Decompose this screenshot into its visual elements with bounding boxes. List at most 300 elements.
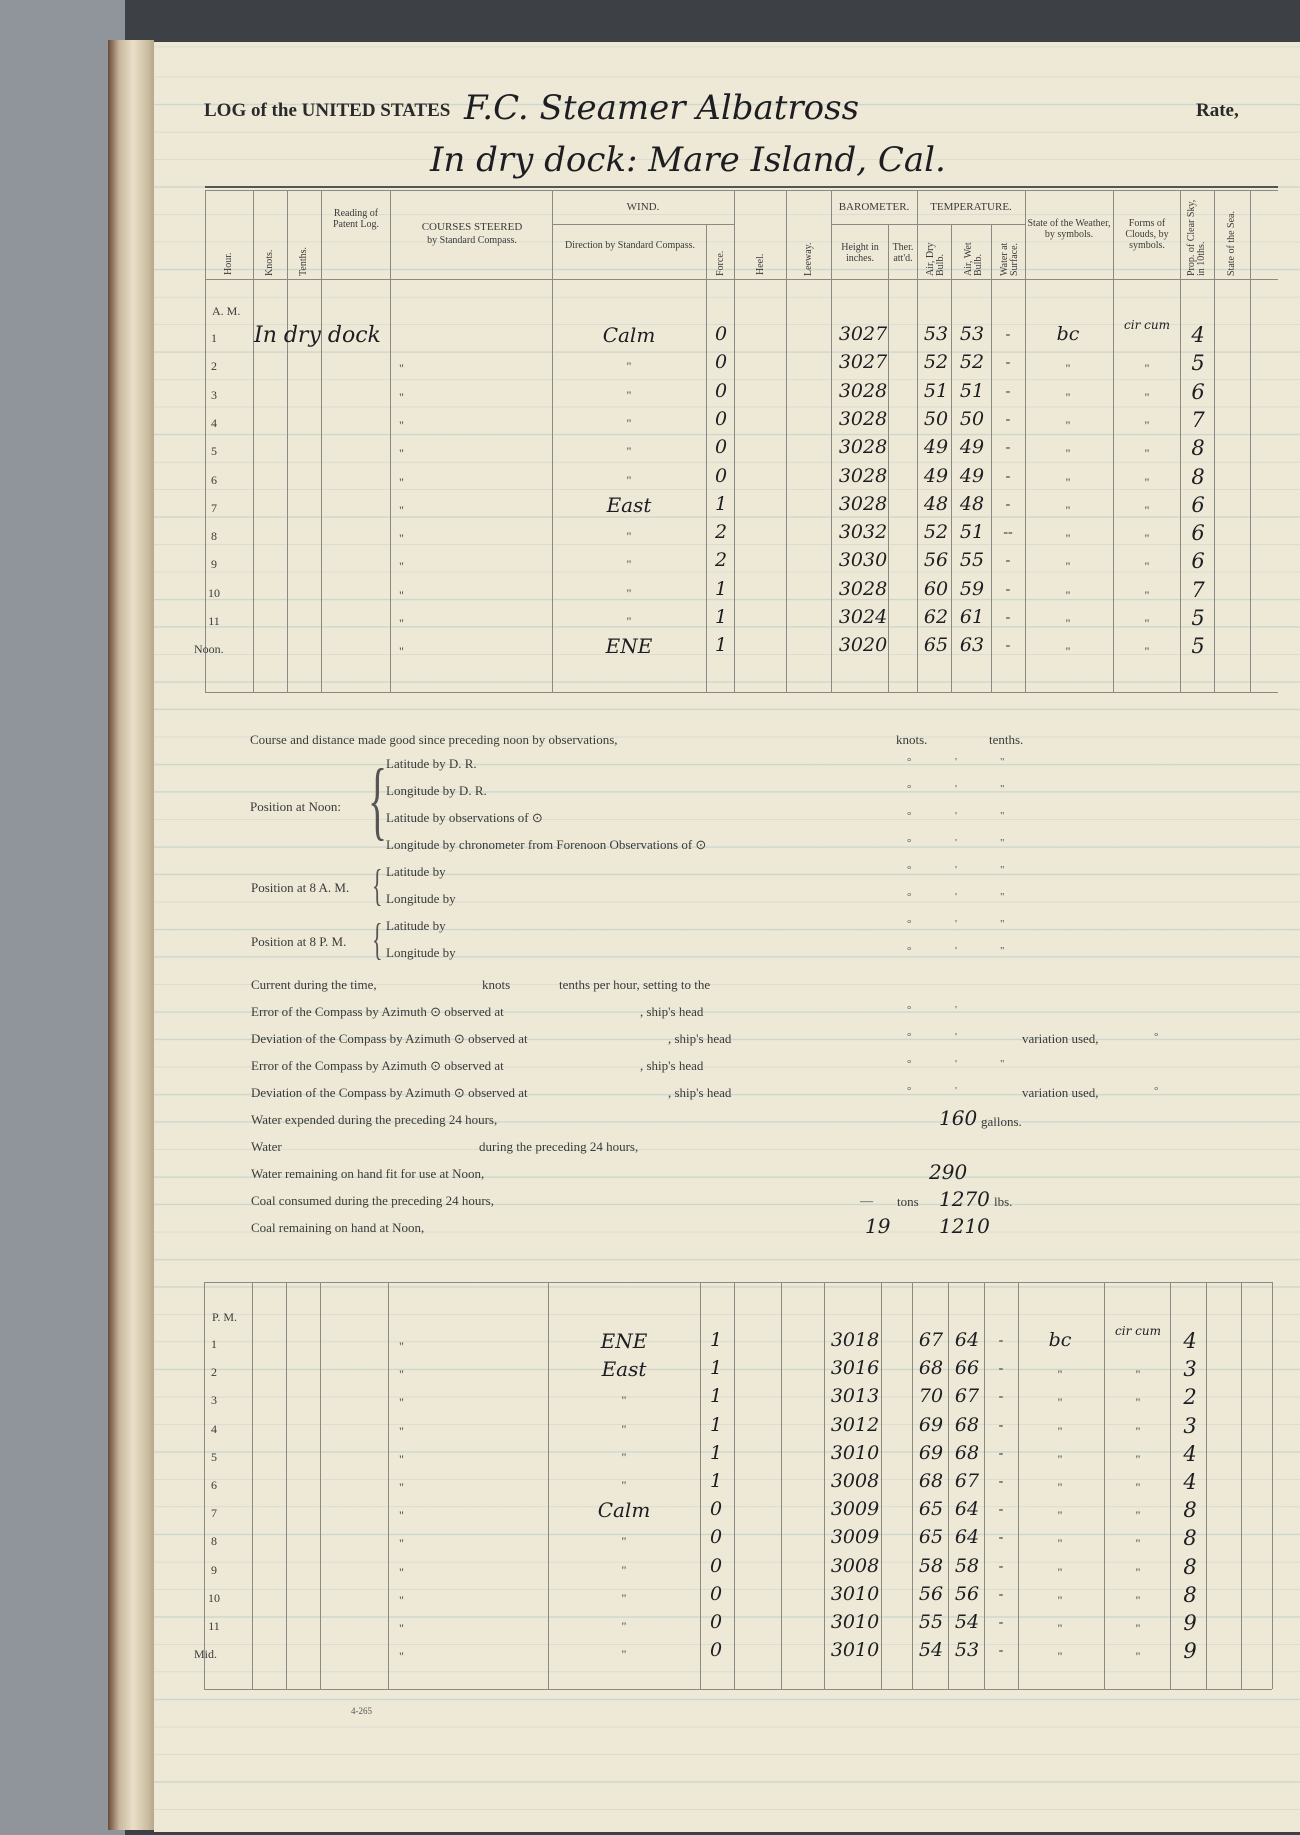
air-wet-bulb: 51 xyxy=(959,521,985,544)
course-ditto-mark: " xyxy=(399,1339,404,1353)
wind-force: 1 xyxy=(714,577,728,600)
air-dry-bulb: 53 xyxy=(923,323,949,345)
table-top-rule xyxy=(205,186,1278,188)
coordinate-mark: ° xyxy=(907,918,912,930)
air-wet-bulb: 59 xyxy=(959,577,985,600)
water-remaining-label: Water remaining on hand fit for use at Noon, xyxy=(251,1166,485,1181)
col-leeway: Leeway. xyxy=(803,242,814,276)
hour-label: 11 xyxy=(208,1619,220,1633)
wind-force: 0 xyxy=(709,1526,723,1549)
weather-state: " xyxy=(1057,1564,1063,1579)
air-wet-bulb: 54 xyxy=(954,1611,980,1633)
air-wet-bulb: 55 xyxy=(959,549,985,572)
barometer-height: 3013 xyxy=(830,1385,880,1408)
clear-sky-tenths: 6 xyxy=(1191,492,1205,517)
course-ditto-mark: " xyxy=(399,559,404,574)
air-dry-bulb: 70 xyxy=(918,1385,944,1408)
wind-force: 1 xyxy=(709,1470,723,1492)
coordinate-mark: ° xyxy=(907,783,912,795)
form-number: 4-265 xyxy=(351,1706,372,1716)
variation-mark: ° xyxy=(1154,1085,1159,1097)
water-temperature: - xyxy=(1005,411,1011,427)
course-ditto-mark: " xyxy=(399,417,404,432)
air-dry-bulb: 52 xyxy=(923,351,949,374)
weather-state: " xyxy=(1057,1508,1063,1523)
wind-force: 0 xyxy=(709,1611,723,1633)
air-wet-bulb: 53 xyxy=(954,1639,980,1662)
course-ditto-mark: " xyxy=(399,1480,404,1494)
header-bottom-rule xyxy=(205,279,1278,280)
wind-direction: ENE xyxy=(600,1329,648,1353)
barometer-height: 3028 xyxy=(838,407,888,430)
coordinate-mark: ° xyxy=(907,1031,912,1043)
weather-state: " xyxy=(1065,644,1071,659)
clear-sky-tenths: 4 xyxy=(1183,1441,1197,1466)
coordinate-mark: " xyxy=(1000,756,1005,768)
water-temperature: - xyxy=(998,1389,1004,1405)
barometer-height: 3008 xyxy=(830,1554,880,1577)
coordinate-mark: ° xyxy=(907,1085,912,1097)
clear-sky-tenths: 7 xyxy=(1191,407,1205,432)
wind-force: 0 xyxy=(709,1498,723,1521)
col-tenths: Tenths. xyxy=(298,246,309,276)
water-temperature: - xyxy=(998,1474,1004,1489)
barometer-height: 3010 xyxy=(830,1441,880,1464)
wind-force: 0 xyxy=(714,351,728,374)
air-dry-bulb: 67 xyxy=(918,1329,944,1351)
coordinate-mark: ' xyxy=(955,864,957,876)
wind-force: 0 xyxy=(714,436,728,459)
water-temperature: - xyxy=(998,1361,1004,1377)
hour-label: 6 xyxy=(211,1478,217,1492)
wind-direction: " xyxy=(626,444,632,459)
am-course-entry: In dry dock xyxy=(254,323,381,348)
brace-8am: { xyxy=(372,861,383,910)
clear-sky-tenths: 8 xyxy=(1183,1526,1197,1551)
ships-head-4-label: , ship's head xyxy=(668,1085,732,1100)
lat-8am-label: Latitude by xyxy=(386,864,446,879)
coordinate-mark: ° xyxy=(907,756,912,768)
wind-direction: " xyxy=(626,585,632,600)
wind-direction: " xyxy=(621,1393,627,1408)
water-temperature: - xyxy=(1005,610,1011,625)
clear-sky-tenths: 8 xyxy=(1183,1582,1197,1607)
water-temperature: - xyxy=(998,1333,1004,1348)
hour-label: 7 xyxy=(211,500,217,515)
cloud-form: cir cum xyxy=(1124,318,1170,332)
cloud-form: " xyxy=(1135,1536,1141,1551)
coordinate-mark: ° xyxy=(907,1058,912,1070)
clear-sky-tenths: 4 xyxy=(1183,1329,1197,1353)
wind-direction: " xyxy=(621,1562,627,1577)
hour-label: 10 xyxy=(208,1590,220,1605)
coal-consumed-tons-value: — xyxy=(860,1193,873,1208)
hour-label: 9 xyxy=(211,557,217,572)
water-temperature: - xyxy=(998,1558,1004,1574)
pm-bottom-rule xyxy=(204,1689,1272,1690)
coal-remaining-lbs-value: 1210 xyxy=(939,1214,990,1238)
air-wet-bulb: 64 xyxy=(954,1526,980,1549)
water-temperature: - xyxy=(1005,553,1011,569)
col-temperature: TEMPERATURE. xyxy=(930,201,1012,213)
hour-label: 3 xyxy=(211,1393,217,1408)
course-ditto-mark: " xyxy=(399,644,404,659)
col-air-wet: Air, Wet Bulb. xyxy=(963,242,984,276)
wind-direction: " xyxy=(621,1421,627,1436)
air-wet-bulb: 67 xyxy=(954,1470,980,1492)
coordinate-mark: ° xyxy=(907,837,912,849)
weather-state: " xyxy=(1065,361,1071,376)
air-wet-bulb: 51 xyxy=(959,379,985,402)
water-temperature: - xyxy=(998,1530,1004,1546)
position-8am-label: Position at 8 A. M. xyxy=(251,880,350,895)
course-ditto-mark: " xyxy=(399,531,404,546)
wind-direction: " xyxy=(626,472,632,487)
barometer-height: 3010 xyxy=(830,1611,880,1633)
lon-8am-label: Longitude by xyxy=(386,891,456,906)
knots-heading: knots. xyxy=(896,732,928,747)
course-ditto-mark: " xyxy=(399,1423,404,1438)
cloud-form: " xyxy=(1135,1395,1141,1410)
air-wet-bulb: 67 xyxy=(954,1385,980,1408)
col-wind: WIND. xyxy=(626,201,660,213)
barometer-height: 3028 xyxy=(838,492,888,515)
course-ditto-mark: " xyxy=(399,474,404,489)
lon-8pm-label: Longitude by xyxy=(386,945,456,960)
coal-consumed-lbs-value: 1270 xyxy=(939,1187,990,1211)
wind-force: 1 xyxy=(709,1385,723,1408)
wind-force: 0 xyxy=(714,379,728,402)
barometer-height: 3012 xyxy=(830,1413,880,1436)
clear-sky-tenths: 5 xyxy=(1191,634,1205,659)
variation-used-1-label: variation used, xyxy=(1022,1031,1099,1046)
col-baro-height: Height in inches. xyxy=(841,242,879,264)
coordinate-mark: ' xyxy=(955,918,957,930)
col-heel: Heel. xyxy=(755,253,766,275)
wind-force: 0 xyxy=(714,464,728,487)
am-bottom-rule xyxy=(205,692,1278,693)
weather-state: " xyxy=(1065,474,1071,489)
weather-state: " xyxy=(1057,1480,1063,1494)
current-label: Current during the time, xyxy=(251,977,377,992)
weather-state: bc xyxy=(1048,1329,1072,1351)
cloud-form: " xyxy=(1135,1451,1141,1466)
clear-sky-tenths: 2 xyxy=(1183,1385,1197,1410)
course-ditto-mark: " xyxy=(399,1451,404,1466)
course-distance-label: Course and distance made good since preceding noon by observations, xyxy=(250,732,618,747)
barometer-height: 3009 xyxy=(830,1526,880,1549)
cloud-form: " xyxy=(1144,644,1150,659)
wind-direction: " xyxy=(626,387,632,402)
coordinate-mark: ' xyxy=(955,837,957,849)
hour-label: 1 xyxy=(211,331,217,345)
col-courses: COURSES STEERED xyxy=(421,221,523,233)
cloud-form: " xyxy=(1144,616,1150,630)
tenths-heading: tenths. xyxy=(989,732,1024,747)
clear-sky-tenths: 8 xyxy=(1191,436,1205,461)
clear-sky-tenths: 9 xyxy=(1183,1639,1197,1664)
cloud-form: " xyxy=(1144,361,1150,376)
hour-label: 5 xyxy=(211,1449,217,1464)
hour-label: 8 xyxy=(211,1534,217,1549)
wind-force: 1 xyxy=(714,634,728,657)
col-force: Force. xyxy=(715,250,726,276)
hour-label: 7 xyxy=(211,1506,217,1521)
air-dry-bulb: 58 xyxy=(918,1554,944,1577)
wind-force: 0 xyxy=(709,1639,723,1662)
clear-sky-tenths: 6 xyxy=(1191,379,1205,404)
clear-sky-tenths: 5 xyxy=(1191,606,1205,630)
course-ditto-mark: " xyxy=(399,502,404,517)
cloud-form: cir cum xyxy=(1115,1324,1161,1338)
table-top-rule-inner xyxy=(205,190,1278,191)
hour-label: 11 xyxy=(208,614,220,628)
air-dry-bulb: 65 xyxy=(918,1498,944,1521)
coordinate-mark: " xyxy=(1000,918,1005,930)
rate-label: Rate, xyxy=(1196,100,1239,121)
weather-state: bc xyxy=(1056,323,1080,345)
weather-state: " xyxy=(1057,1621,1063,1635)
wind-direction: " xyxy=(626,529,632,544)
weather-state: " xyxy=(1057,1592,1063,1607)
water-temperature: - xyxy=(1005,327,1011,342)
course-ditto-mark: " xyxy=(399,389,404,404)
background-surface xyxy=(0,0,125,1835)
barometer-height: 3028 xyxy=(838,379,888,402)
barometer-height: 3032 xyxy=(838,521,888,544)
barometer-height: 3030 xyxy=(838,549,888,572)
air-wet-bulb: 58 xyxy=(954,1554,980,1577)
air-wet-bulb: 64 xyxy=(954,1329,980,1351)
coordinate-mark: " xyxy=(1000,945,1005,957)
coordinate-mark: ' xyxy=(955,891,957,903)
col-knots: Knots. xyxy=(264,249,275,276)
course-ditto-mark: " xyxy=(399,361,404,376)
coordinate-mark: ' xyxy=(955,783,957,795)
clear-sky-tenths: 3 xyxy=(1183,1357,1197,1382)
clear-sky-tenths: 8 xyxy=(1183,1498,1197,1523)
water-temperature: - xyxy=(998,1586,1004,1602)
air-wet-bulb: 56 xyxy=(954,1582,980,1605)
water-temperature: - xyxy=(1005,440,1011,456)
coordinate-mark: ° xyxy=(907,891,912,903)
lat-8pm-label: Latitude by xyxy=(386,918,446,933)
hour-label: 10 xyxy=(208,585,220,600)
wind-direction: " xyxy=(626,614,632,628)
weather-state: " xyxy=(1065,502,1071,517)
cloud-form: " xyxy=(1135,1480,1141,1494)
weather-state: " xyxy=(1065,531,1071,546)
coordinate-mark: ° xyxy=(907,864,912,876)
wind-direction: East xyxy=(601,1357,647,1382)
water-temperature: -- xyxy=(1003,525,1013,541)
weather-state: " xyxy=(1057,1536,1063,1551)
wind-direction: " xyxy=(621,1478,627,1492)
hour-label: 4 xyxy=(211,1421,217,1436)
coal-remaining-label: Coal remaining on hand at Noon, xyxy=(251,1220,425,1235)
hour-label: 8 xyxy=(211,529,217,544)
wind-force: 1 xyxy=(709,1441,723,1464)
wind-direction: " xyxy=(621,1534,627,1549)
clear-sky-tenths: 4 xyxy=(1191,323,1205,347)
lbs-label: lbs. xyxy=(994,1194,1013,1209)
cloud-form: " xyxy=(1144,474,1150,489)
weather-state: " xyxy=(1065,616,1071,630)
barometer-height: 3024 xyxy=(838,606,888,628)
weather-state: " xyxy=(1057,1649,1063,1664)
water-temperature: - xyxy=(1005,468,1011,484)
clear-sky-tenths: 7 xyxy=(1191,577,1205,602)
coordinate-mark: ' xyxy=(955,1004,957,1016)
air-dry-bulb: 65 xyxy=(923,634,949,657)
air-wet-bulb: 66 xyxy=(954,1357,980,1380)
lat-dr-label: Latitude by D. R. xyxy=(386,756,477,771)
barometer-height: 3028 xyxy=(838,577,888,600)
air-wet-bulb: 68 xyxy=(954,1441,980,1464)
hour-label: 3 xyxy=(211,387,217,402)
air-wet-bulb: 50 xyxy=(959,407,985,430)
weather-state: " xyxy=(1057,1451,1063,1466)
col-hour: Hour. xyxy=(223,252,234,275)
cloud-form: " xyxy=(1144,559,1150,574)
cloud-form: " xyxy=(1144,587,1150,602)
coordinate-mark: ' xyxy=(955,1085,957,1097)
lon-chron-label: Longitude by chronometer from Forenoon Observations of ⊙ xyxy=(386,837,707,852)
wind-force: 0 xyxy=(714,323,728,345)
air-wet-bulb: 49 xyxy=(959,464,985,487)
wind-force: 1 xyxy=(714,606,728,628)
air-wet-bulb: 52 xyxy=(959,351,985,374)
position-noon-label: Position at Noon: xyxy=(250,799,342,814)
coordinate-mark: " xyxy=(1000,1058,1005,1070)
united-states-text: UNITED STATES xyxy=(301,100,451,121)
water-temperature: - xyxy=(998,1502,1004,1518)
barometer-height: 3010 xyxy=(830,1639,880,1662)
col-wind-direction: Direction by Standard Compass. xyxy=(565,240,695,251)
water-label: Water xyxy=(251,1139,282,1154)
weather-state: " xyxy=(1065,417,1071,432)
error-compass-1-label: Error of the Compass by Azimuth ⊙ observed at xyxy=(251,1004,504,1019)
air-wet-bulb: 68 xyxy=(954,1413,980,1436)
hour-label: 2 xyxy=(211,359,217,374)
ships-head-2-label: , ship's head xyxy=(668,1031,732,1046)
weather-state: " xyxy=(1065,446,1071,461)
barometer-height: 3008 xyxy=(830,1470,880,1492)
wind-force: 1 xyxy=(709,1357,723,1380)
air-dry-bulb: 68 xyxy=(918,1357,944,1380)
wind-direction: " xyxy=(621,1590,627,1605)
barometer-height: 3020 xyxy=(838,634,888,657)
clear-sky-tenths: 8 xyxy=(1191,464,1205,489)
air-dry-bulb: 49 xyxy=(923,436,949,459)
cloud-form: " xyxy=(1135,1367,1141,1382)
course-ditto-mark: " xyxy=(399,1621,404,1635)
barometer-height: 3028 xyxy=(838,436,888,459)
col-water-surface: Water at Surface. xyxy=(999,242,1020,276)
log-page xyxy=(154,42,1300,1832)
wind-force: 1 xyxy=(709,1329,723,1351)
log-title xyxy=(204,100,450,122)
barometer-height: 3009 xyxy=(830,1498,880,1521)
weather-state: " xyxy=(1057,1423,1063,1438)
current-knots-label: knots xyxy=(482,977,511,992)
wind-direction: " xyxy=(621,1647,627,1662)
water-expended-label: Water expended during the preceding 24 hours, xyxy=(251,1112,498,1127)
during-preceding-label: during the preceding 24 hours, xyxy=(479,1139,639,1154)
col-baro-ther: Ther. att'd. xyxy=(892,242,914,264)
air-dry-bulb: 56 xyxy=(918,1582,944,1605)
cloud-form: " xyxy=(1144,446,1150,461)
cloud-form: " xyxy=(1144,417,1150,432)
coordinate-mark: ' xyxy=(955,810,957,822)
baro-temp-subrule xyxy=(831,224,1025,225)
coordinate-mark: ° xyxy=(907,945,912,957)
coordinate-mark: " xyxy=(1000,864,1005,876)
col-courses-sub: by Standard Compass. xyxy=(427,235,517,246)
coordinate-mark: " xyxy=(1000,783,1005,795)
ships-head-3-label: , ship's head xyxy=(640,1058,704,1073)
coordinate-mark: ' xyxy=(955,1031,957,1043)
col-clouds: Forms of Clouds, by symbols. xyxy=(1125,218,1169,251)
wind-force: 1 xyxy=(714,492,728,515)
water-temperature: - xyxy=(1005,496,1011,512)
clear-sky-tenths: 3 xyxy=(1183,1413,1197,1438)
col-clear-sky: Prop. of Clear Sky, in 10ths. xyxy=(1186,199,1207,276)
cloud-form: " xyxy=(1144,531,1150,546)
wind-direction: " xyxy=(626,359,632,374)
water-temperature: - xyxy=(998,1417,1004,1433)
hour-label: 6 xyxy=(211,472,217,487)
barometer-height: 3018 xyxy=(830,1329,880,1351)
col-air-dry: Air, Dry Bulb. xyxy=(925,242,946,276)
air-wet-bulb: 63 xyxy=(959,634,985,657)
air-dry-bulb: 68 xyxy=(918,1470,944,1492)
water-temperature: - xyxy=(998,1643,1004,1659)
air-dry-bulb: 51 xyxy=(923,379,949,402)
cloud-form: " xyxy=(1135,1621,1141,1635)
barometer-height: 3010 xyxy=(830,1582,880,1605)
clear-sky-tenths: 5 xyxy=(1191,351,1205,376)
variation-mark: ° xyxy=(1154,1031,1159,1043)
water-expended-value: 160 xyxy=(939,1106,978,1130)
air-wet-bulb: 48 xyxy=(959,492,985,515)
clear-sky-tenths: 6 xyxy=(1191,521,1205,546)
course-ditto-mark: " xyxy=(399,1649,404,1664)
wind-force: 2 xyxy=(714,521,728,544)
weather-state: " xyxy=(1057,1367,1063,1382)
deviation-compass-1-label: Deviation of the Compass by Azimuth ⊙ observed at xyxy=(251,1031,528,1046)
gallons-label: gallons. xyxy=(981,1114,1022,1129)
water-temperature: - xyxy=(1005,581,1011,597)
clear-sky-tenths: 6 xyxy=(1191,549,1205,574)
coordinate-mark: ° xyxy=(907,1004,912,1016)
water-temperature: - xyxy=(998,1615,1004,1630)
lon-dr-label: Longitude by D. R. xyxy=(386,783,487,798)
clear-sky-tenths: 8 xyxy=(1183,1554,1197,1579)
col-patent-log: Reading of Patent Log. xyxy=(332,208,380,230)
air-dry-bulb: 52 xyxy=(923,521,949,544)
barometer-height: 3027 xyxy=(838,323,888,345)
air-dry-bulb: 69 xyxy=(918,1413,944,1436)
air-dry-bulb: 55 xyxy=(918,1611,944,1633)
course-ditto-mark: " xyxy=(399,1592,404,1607)
clear-sky-tenths: 9 xyxy=(1183,1611,1197,1635)
air-dry-bulb: 49 xyxy=(923,464,949,487)
wind-direction: " xyxy=(621,1449,627,1464)
air-dry-bulb: 60 xyxy=(923,577,949,600)
weather-state: " xyxy=(1065,587,1071,602)
col-weather: State of the Weather, by symbols. xyxy=(1027,218,1111,240)
